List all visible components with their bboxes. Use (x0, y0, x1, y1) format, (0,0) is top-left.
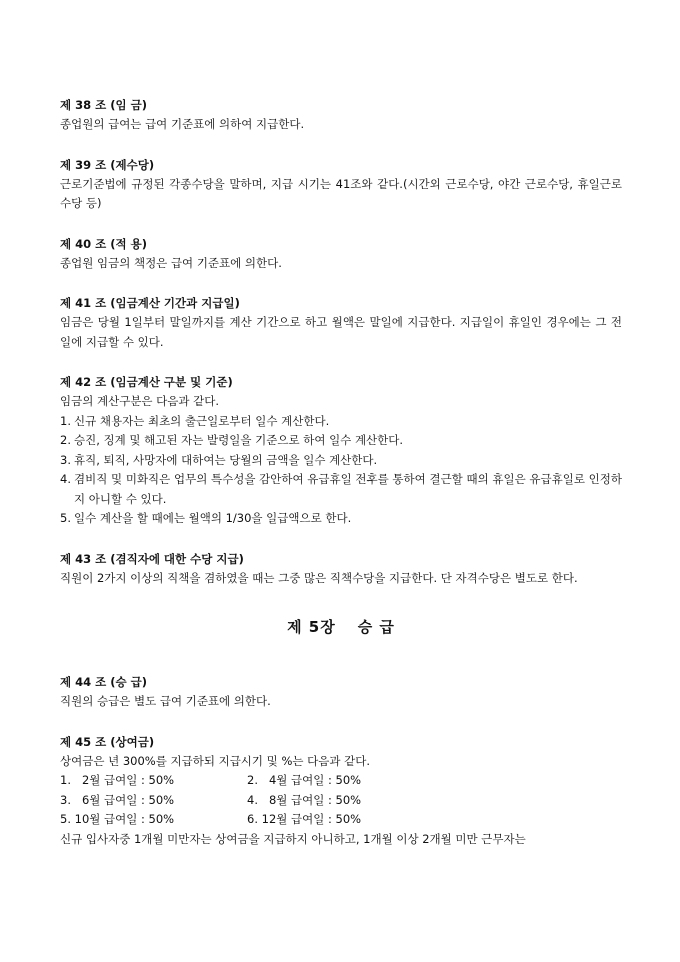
article-title: 제 38 조 (임 금) (60, 98, 147, 112)
article-intro: 임금의 계산구분은 다음과 같다. (60, 394, 220, 408)
list-number: 5. (60, 511, 71, 525)
schedule-cell: 6. 12월 급여일 : 50% (247, 812, 362, 826)
article-text: 임금은 당월 1일부터 말일까지를 계산 기간으로 하고 월액은 말일에 지급한다. 지급일이 휴일인 경우에는 그 전일에 지급할 수 있다. (60, 315, 622, 349)
article-text: 종업원 임금의 책정은 급여 기준표에 의한다. (60, 255, 282, 270)
article-text: 직원의 승급은 별도 급여 기준표에 의한다. (60, 694, 271, 708)
list-item (60, 451, 622, 471)
schedule-cell: 1. 2월 급여일 : 50% (60, 773, 175, 787)
list-text: 신규 채용자는 최초의 출근일로부터 일수 계산한다. (74, 413, 330, 428)
article-title: 제 40 조 (적 용) (60, 236, 147, 251)
document-page (60, 96, 622, 849)
article-40 (60, 235, 622, 274)
article-title: 제 42 조 (임금계산 구분 및 기준) (60, 375, 233, 389)
article-text: 종업원의 급여는 급여 기준표에 의하여 지급한다. (60, 117, 305, 131)
list-text: 휴직, 퇴직, 사망자에 대하여는 당월의 금액을 일수 계산한다. (74, 452, 378, 467)
article-38 (60, 96, 622, 135)
bonus-schedule (60, 771, 622, 830)
article-text: 근로기준법에 규정된 각종수당을 말하며, 지급 시기는 41조와 같다.(시간외 근로수당, 야간 근로수당, 휴일근로수당 등) (60, 176, 622, 210)
list-text: 승진, 징계 및 해고된 자는 발령일을 기준으로 하여 일수 계산한다. (74, 433, 404, 447)
article-text: 직원이 2가지 이상의 직책을 겸하였을 때는 그중 많은 직책수당을 지급한다. 단 자격수당은 별도로 한다. (60, 570, 578, 585)
chapter-heading (60, 616, 622, 637)
article-text: 신규 입사자중 1개월 미만자는 상여금을 지급하지 아니하고, 1개월 이상 2개월 미만 근무자는 (60, 831, 526, 846)
article-44 (60, 673, 622, 712)
article-intro: 상여금은 년 300%를 지급하되 지급시기 및 %는 다음과 같다. (60, 753, 370, 768)
article-title: 제 44 조 (승 급) (60, 675, 147, 689)
list-item (60, 412, 622, 432)
article-title: 제 39 조 (제수당) (60, 157, 155, 172)
list-item (60, 431, 622, 451)
article-42 (60, 373, 622, 529)
article-39 (60, 156, 622, 214)
article-41 (60, 294, 622, 352)
list-number: 2. (60, 433, 71, 447)
schedule-cell: 4. 8월 급여일 : 50% (247, 792, 362, 807)
list-item (60, 509, 622, 529)
chapter-number: 제 5장 (287, 618, 336, 636)
list-number: 4. (60, 472, 71, 486)
list-text: 일수 계산을 할 때에는 월액의 1/30을 일급액으로 한다. (74, 511, 352, 525)
list-item (60, 470, 622, 509)
article-title: 제 41 조 (임금계산 기간과 지급일) (60, 296, 240, 310)
schedule-cell: 3. 6월 급여일 : 50% (60, 792, 175, 807)
article-45 (60, 733, 622, 850)
schedule-cell: 5. 10월 급여일 : 50% (60, 812, 175, 826)
article-title: 제 43 조 (겸직자에 대한 수당 지급) (60, 551, 244, 566)
chapter-name: 승 급 (357, 618, 395, 636)
schedule-cell: 2. 4월 급여일 : 50% (247, 773, 362, 787)
list-number: 1. (60, 413, 71, 428)
list-text: 겸비직 및 미화직은 업무의 특수성을 감안하여 유급휴일 전후를 통하여 결근할 때의 휴일은 유급휴일로 인정하지 아니할 수 있다. (74, 472, 622, 506)
list-number: 3. (60, 452, 71, 467)
article-title: 제 45 조 (상여금) (60, 734, 155, 749)
article-43 (60, 550, 622, 589)
